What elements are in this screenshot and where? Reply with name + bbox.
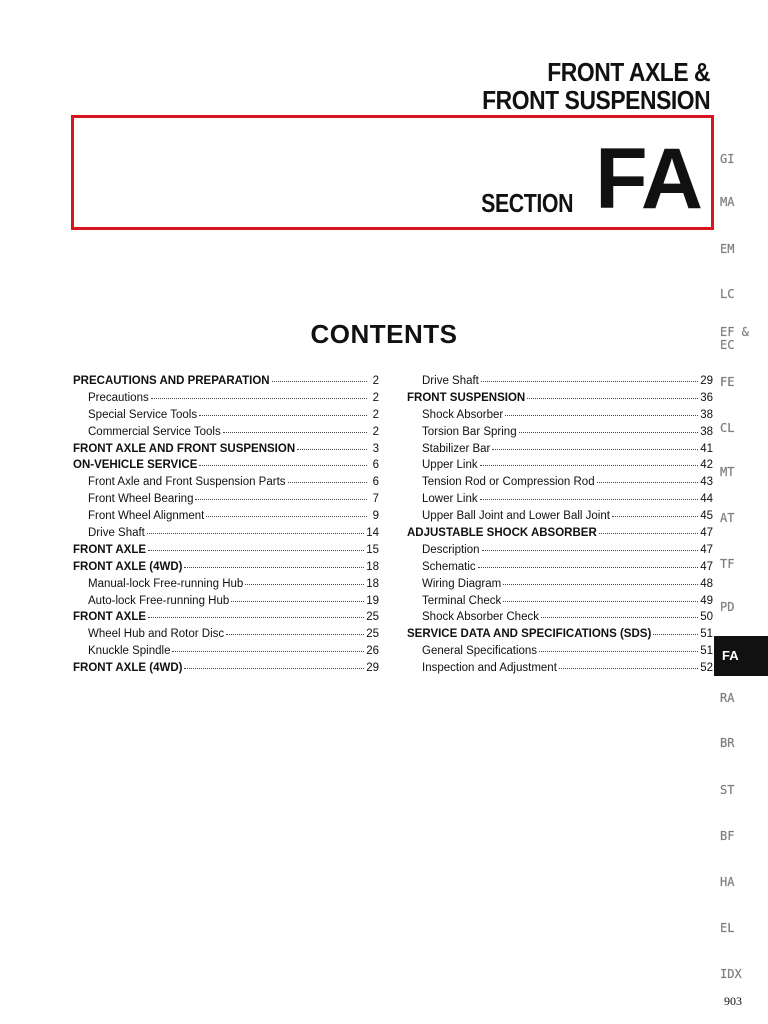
- toc-entry-page: 47: [700, 543, 713, 556]
- toc-entry-title: Shock Absorber: [422, 408, 504, 421]
- toc-dot-leader: [288, 474, 367, 483]
- toc-entry[interactable]: [407, 609, 713, 626]
- section-label: SECTION: [481, 188, 573, 218]
- toc-entry-title: Stabilizer Bar: [422, 442, 491, 455]
- manual-title-line2: FRONT SUSPENSION: [481, 85, 710, 115]
- toc-entry[interactable]: [73, 441, 379, 458]
- toc-entry-title: Precautions: [88, 391, 149, 404]
- toc-entry-page: 36: [700, 391, 713, 404]
- toc-entry-page: 3: [372, 442, 379, 455]
- toc-entry-title: Front Wheel Alignment: [88, 510, 205, 523]
- toc-entry-title: Upper Ball Joint and Lower Ball Joint: [422, 510, 610, 523]
- toc-entry-title: Commercial Service Tools: [88, 425, 221, 438]
- toc-entry[interactable]: [73, 593, 379, 610]
- section-tab-ra[interactable]: RA: [720, 691, 735, 705]
- toc-dot-leader: [226, 626, 364, 635]
- toc-entry[interactable]: [407, 559, 713, 576]
- toc-entry-title: Upper Link: [422, 459, 478, 472]
- toc-entry[interactable]: [73, 508, 379, 525]
- toc-entry-page: 38: [700, 408, 713, 421]
- toc-dot-leader: [195, 491, 367, 500]
- toc-dot-leader: [272, 373, 367, 382]
- toc-entry-title: FRONT AXLE: [73, 611, 147, 624]
- toc-dot-leader: [151, 390, 367, 399]
- toc-entry[interactable]: [407, 576, 713, 593]
- section-tab-fe[interactable]: FE: [720, 375, 735, 389]
- toc-entry-title: FRONT AXLE (4WD): [73, 560, 183, 573]
- toc-entry-title: Shock Absorber Check: [422, 611, 539, 624]
- toc-entry[interactable]: [407, 508, 713, 525]
- toc-entry-page: 19: [366, 594, 379, 607]
- section-tab-tf[interactable]: TF: [720, 557, 735, 571]
- toc-entry[interactable]: [407, 643, 713, 660]
- toc-entry-title: Torsion Bar Spring: [422, 425, 517, 438]
- page-number: 903: [724, 994, 742, 1008]
- toc-entry-page: 48: [700, 577, 713, 590]
- toc-entry-title: Schematic: [422, 560, 476, 573]
- toc-dot-leader: [245, 576, 364, 585]
- toc-dot-leader: [541, 609, 698, 618]
- toc-right-column: [407, 373, 713, 677]
- toc-left-column: [73, 373, 379, 677]
- toc-entry-title: General Specifications: [422, 645, 538, 658]
- toc-entry[interactable]: [73, 576, 379, 593]
- toc-dot-leader: [519, 424, 699, 433]
- toc-entry-page: 2: [372, 425, 379, 438]
- toc-entry[interactable]: [73, 424, 379, 441]
- toc-entry[interactable]: [407, 593, 713, 610]
- toc-entry-page: 43: [700, 476, 713, 489]
- toc-entry-title: Inspection and Adjustment: [422, 662, 557, 675]
- toc-entry[interactable]: [407, 542, 713, 559]
- toc-entry-page: 7: [372, 493, 379, 506]
- toc-entry[interactable]: [407, 660, 713, 677]
- toc-dot-leader: [199, 407, 367, 416]
- toc-entry[interactable]: [73, 643, 379, 660]
- toc-entry-page: 15: [366, 543, 379, 556]
- toc-entry-page: 50: [700, 611, 713, 624]
- toc-entry[interactable]: [73, 542, 379, 559]
- toc-entry-page: 18: [366, 560, 379, 573]
- section-tab-br[interactable]: BR: [720, 736, 735, 750]
- toc-dot-leader: [503, 576, 698, 585]
- section-tab-gi[interactable]: GI: [720, 152, 735, 166]
- toc-entry[interactable]: [407, 457, 713, 474]
- toc-entry-title: Front Axle and Front Suspension Parts: [88, 476, 286, 489]
- section-tab-mt[interactable]: MT: [720, 465, 735, 479]
- toc-dot-leader: [599, 525, 698, 534]
- toc-entry[interactable]: [407, 626, 713, 643]
- toc-entry[interactable]: [407, 491, 713, 508]
- toc-entry[interactable]: [73, 609, 379, 626]
- toc-entry-page: 47: [700, 560, 713, 573]
- toc-dot-leader: [199, 457, 367, 466]
- toc-entry-title: ADJUSTABLE SHOCK ABSORBER: [407, 527, 597, 540]
- toc-entry-page: 44: [700, 493, 713, 506]
- toc-entry[interactable]: [73, 559, 379, 576]
- toc-dot-leader: [147, 525, 364, 534]
- toc-entry-title: FRONT AXLE (4WD): [73, 662, 183, 675]
- toc-dot-leader: [481, 373, 698, 382]
- toc-entry-title: FRONT SUSPENSION: [407, 391, 526, 404]
- toc-entry[interactable]: [407, 373, 713, 390]
- toc-entry-page: 26: [366, 645, 379, 658]
- toc-entry-title: FRONT AXLE AND FRONT SUSPENSION: [73, 442, 296, 455]
- toc-dot-leader: [539, 643, 698, 652]
- section-tab-ef-ec[interactable]: EF & EC: [720, 325, 749, 352]
- toc-entry-page: 49: [700, 594, 713, 607]
- toc-entry-title: Auto-lock Free-running Hub: [88, 594, 230, 607]
- section-tab-el[interactable]: EL: [720, 921, 735, 935]
- section-tab-lc[interactable]: LC: [720, 287, 735, 301]
- toc-entry-page: 47: [700, 527, 713, 540]
- toc-entry-page: 6: [372, 476, 379, 489]
- toc-entry-title: Special Service Tools: [88, 408, 198, 421]
- toc-entry-title: Drive Shaft: [422, 375, 479, 387]
- toc-dot-leader: [527, 390, 698, 399]
- toc-dot-leader: [297, 441, 367, 450]
- toc-entry-title: FRONT AXLE: [73, 543, 147, 556]
- toc-entry-page: 41: [700, 442, 713, 455]
- toc-entry-page: 14: [366, 527, 379, 540]
- toc-entry[interactable]: [73, 390, 379, 407]
- toc-dot-leader: [482, 542, 699, 551]
- toc-dot-leader: [184, 660, 364, 669]
- toc-entry-page: 52: [700, 662, 713, 675]
- section-banner: [71, 115, 714, 230]
- toc-entry-page: 9: [372, 510, 379, 523]
- toc-entry[interactable]: [407, 424, 713, 441]
- toc-dot-leader: [223, 424, 367, 433]
- toc-entry[interactable]: [407, 525, 713, 542]
- section-tab-ha[interactable]: HA: [720, 875, 735, 889]
- manual-title-line1: FRONT AXLE &: [547, 57, 710, 87]
- toc-dot-leader: [492, 441, 698, 450]
- toc-entry-title: Drive Shaft: [88, 527, 145, 540]
- toc-dot-leader: [148, 542, 364, 551]
- section-tab-st[interactable]: ST: [720, 783, 735, 797]
- toc-entry-page: 45: [700, 510, 713, 523]
- toc-entry-title: SERVICE DATA AND SPECIFICATIONS (SDS): [407, 628, 652, 641]
- toc-entry-page: 6: [372, 459, 379, 472]
- toc-dot-leader: [597, 474, 699, 483]
- toc-entry[interactable]: [73, 525, 379, 542]
- section-tab-fa[interactable]: FA: [714, 636, 768, 676]
- toc-entry-title: Wheel Hub and Rotor Disc: [88, 628, 225, 641]
- section-tab-bf[interactable]: BF: [720, 829, 735, 843]
- toc-entry-page: 25: [366, 611, 379, 624]
- toc-entry[interactable]: [407, 441, 713, 458]
- toc-entry-title: Knuckle Spindle: [88, 645, 171, 658]
- toc-dot-leader: [480, 491, 699, 500]
- toc-entry[interactable]: [73, 660, 379, 677]
- toc-dot-leader: [559, 660, 698, 669]
- section-code: FA: [595, 131, 701, 227]
- toc-dot-leader: [653, 626, 698, 635]
- toc-dot-leader: [206, 508, 367, 517]
- toc-entry-title: PRECAUTIONS AND PREPARATION: [73, 375, 270, 387]
- toc-entry[interactable]: [73, 626, 379, 643]
- toc-dot-leader: [478, 559, 699, 568]
- toc-entry[interactable]: [73, 407, 379, 424]
- toc-entry-page: 18: [366, 577, 379, 590]
- section-tab-em[interactable]: EM: [720, 242, 735, 256]
- toc-entry-page: 51: [700, 645, 713, 658]
- toc-entry[interactable]: [407, 474, 713, 491]
- toc-dot-leader: [172, 643, 364, 652]
- toc-entry-page: 2: [372, 375, 379, 387]
- toc-entry-page: 51: [700, 628, 713, 641]
- toc-dot-leader: [505, 407, 698, 416]
- toc-entry-title: Lower Link: [422, 493, 478, 506]
- section-tab-cl[interactable]: CL: [720, 421, 735, 435]
- contents-heading: CONTENTS: [310, 319, 458, 349]
- toc-entry-title: Wiring Diagram: [422, 577, 502, 590]
- toc-dot-leader: [231, 593, 364, 602]
- toc-dot-leader: [148, 609, 364, 618]
- toc-entry-title: Description: [422, 543, 480, 556]
- toc-entry-page: 29: [366, 662, 379, 675]
- section-tab-pd[interactable]: PD: [720, 600, 735, 614]
- toc-entry-title: ON-VEHICLE SERVICE: [73, 459, 198, 472]
- section-tab-at[interactable]: AT: [720, 511, 735, 525]
- toc-entry-title: Terminal Check: [422, 594, 502, 607]
- toc-entry[interactable]: [73, 457, 379, 474]
- toc-entry-page: 2: [372, 391, 379, 404]
- toc-entry-title: Front Wheel Bearing: [88, 493, 194, 506]
- toc-dot-leader: [480, 457, 699, 466]
- toc-dot-leader: [503, 593, 698, 602]
- toc-entry-page: 38: [700, 425, 713, 438]
- toc-entry[interactable]: [407, 407, 713, 424]
- section-tab-ma[interactable]: MA: [720, 195, 735, 209]
- toc-dot-leader: [184, 559, 364, 568]
- section-tab-idx[interactable]: IDX: [720, 967, 742, 981]
- toc-entry-title: Tension Rod or Compression Rod: [422, 476, 595, 489]
- toc-entry-page: 29: [700, 375, 713, 387]
- toc-entry[interactable]: [73, 373, 379, 390]
- toc-entry-page: 25: [366, 628, 379, 641]
- toc-entry-page: 42: [700, 459, 713, 472]
- toc-entry-title: Manual-lock Free-running Hub: [88, 577, 244, 590]
- toc-entry[interactable]: [73, 474, 379, 491]
- toc-entry[interactable]: [73, 491, 379, 508]
- toc-entry[interactable]: [407, 390, 713, 407]
- toc-entry-page: 2: [372, 408, 379, 421]
- toc-dot-leader: [612, 508, 698, 517]
